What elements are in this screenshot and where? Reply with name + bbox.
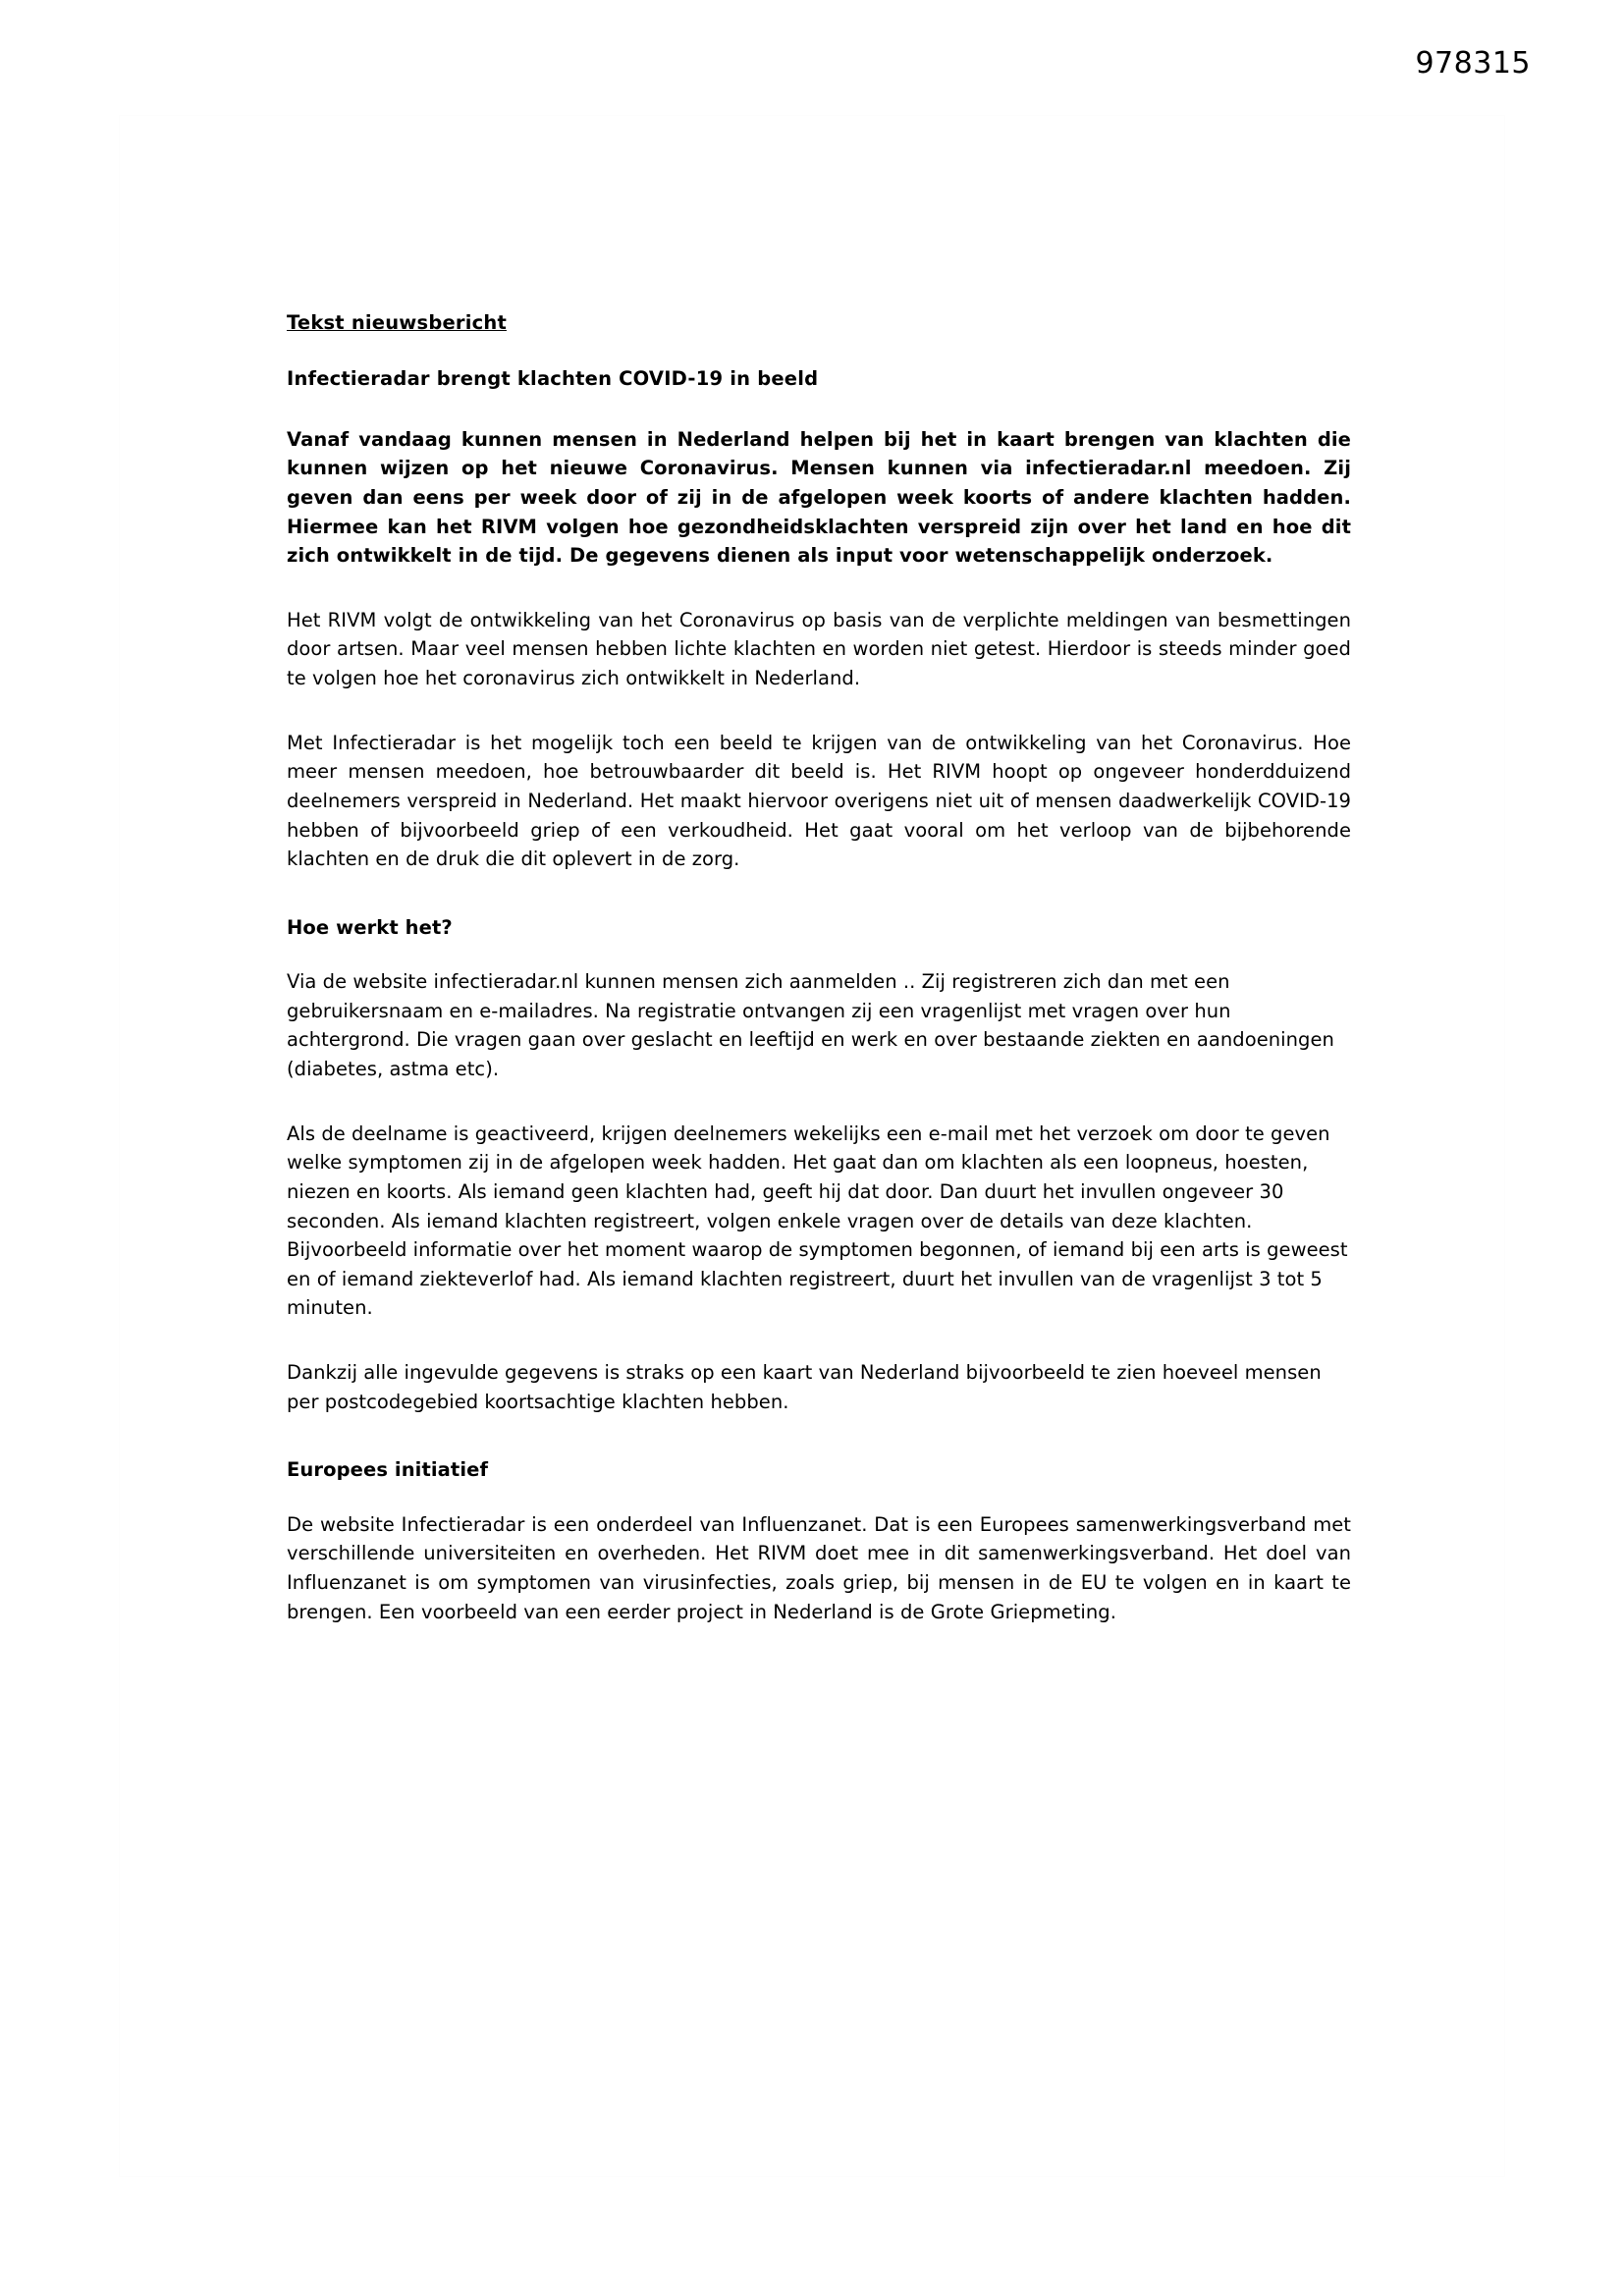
page-title: Infectieradar brengt klachten COVID-19 in beeld (287, 367, 819, 391)
section-label-tekst-nieuwsbericht: Tekst nieuwsbericht (287, 311, 507, 334)
lead-paragraph: Vanaf vandaag kunnen mensen in Nederland helpen bij het in kaart brengen van klachten die kunnen wijzen op het nieuwe Coronavirus. Mensen kunnen via infectieradar.nl meedoen. Zij geven dan eens per week door of zij in de afgelopen week koorts of andere klachten hadden. Hiermee kan het RIVM volgen hoe gezondheidsklachten verspreid zijn over het land en hoe dit zich ontwikkelt in de tijd. De gegevens dienen als input voor wetenschappelijk onderzoek. (287, 427, 1351, 568)
document-content (287, 310, 1351, 1662)
heading-europees-initiatief: Europees initiatief (287, 1458, 489, 1482)
paragraph-rivm-monitoring: Het RIVM volgt de ontwikkeling van het Coronavirus op basis van de verplichte meldingen van besmettingen door artsen. Maar veel mensen hebben lichte klachten en worden niet getest. Hierdoor is steeds minder goed te volgen hoe het coronavirus zich ontwikkelt in Nederland. (287, 608, 1351, 690)
paragraph-map-postcode: Dankzij alle ingevulde gegevens is straks op een kaart van Nederland bijvoorbeeld te zien hoeveel mensen per postcodegebied koortsachtige klachten hebben. (287, 1361, 1322, 1413)
heading-hoe-werkt-het: Hoe werkt het? (287, 915, 453, 939)
document-id-number: 978315 (1415, 46, 1531, 81)
paragraph-weekly-questionnaire: Als de deelname is geactiveerd, krijgen deelnemers wekelijks een e-mail met het verzoek om door te geven welke symptomen zij in de afgelopen week hadden. Het gaat dan om klachten als een loopneus, hoesten, niezen en koorts. Als iemand geen klachten had, geeft hij dat door. Dan duurt het invullen ongeveer 30 seconden. Als iemand klachten registreert, volgen enkele vragen over de details van deze klachten. Bijvoorbeeld informatie over het moment waarop de symptomen begonnen, of iemand bij een arts is geweest en of iemand ziekteverlof had. Als iemand klachten registreert, duurt het invullen van de vragenlijst 3 tot 5 minuten. (287, 1121, 1348, 1320)
paragraph-infectieradar-overview: Met Infectieradar is het mogelijk toch een beeld te krijgen van de ontwikkeling van het Coronavirus. Hoe meer mensen meedoen, hoe betrouwbaarder dit beeld is. Het RIVM hoopt op ongeveer honderdduizend deelnemers verspreid in Nederland. Het maakt hiervoor overigens niet uit of mensen daadwerkelijk COVID-19 hebben of bijvoorbeeld griep of een verkoudheid. Het gaat vooral om het verloop van de bijbehorende klachten en de druk die dit oplevert in de zorg. (287, 731, 1351, 871)
paragraph-influenzanet: De website Infectieradar is een onderdeel van Influenzanet. Dat is een Europees samenwerkingsverband met verschillende universiteiten en overheden. Het RIVM doet mee in dit samenwerkingsverband. Het doel van Influenzanet is om symptomen van virusinfecties, zoals griep, bij mensen in de EU te volgen en in kaart te brengen. Een voorbeeld van een eerder project in Nederland is de Grote Griepmeting. (287, 1512, 1351, 1623)
paragraph-registration: Via de website infectieradar.nl kunnen mensen zich aanmelden .. Zij registreren zich dan met een gebruikersnaam en e-mailadres. Na registratie ontvangen zij een vragenlijst met vragen over hun achtergrond. Die vragen gaan over geslacht en leeftijd en werk en over bestaande ziekten en aandoeningen (diabetes, astma etc). (287, 970, 1334, 1081)
